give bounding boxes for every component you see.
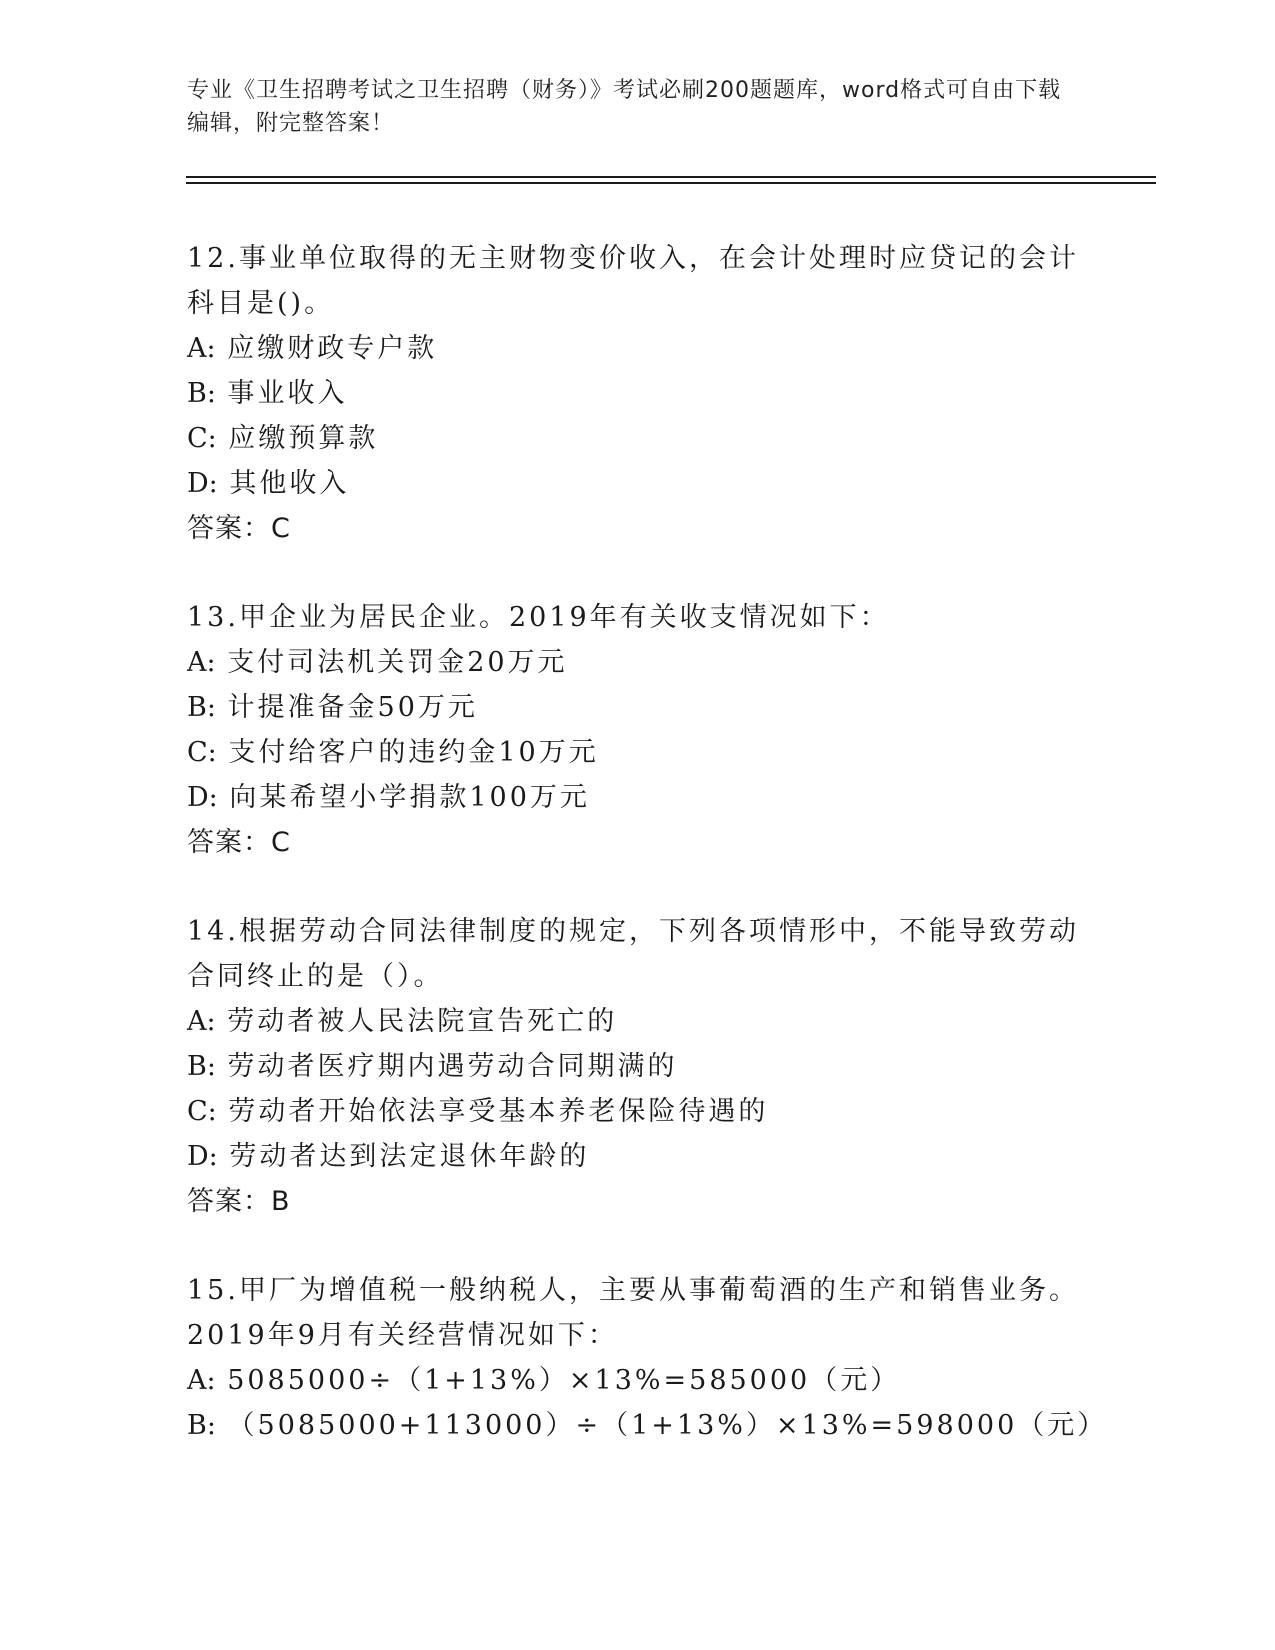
header-divider-top [186, 176, 1156, 178]
question-stem: 13.甲企业为居民企业。2019年有关收支情况如下： [187, 602, 890, 633]
option-d [187, 1134, 1087, 1179]
option-a [187, 999, 1087, 1044]
option-c [187, 416, 1087, 461]
option-letter: B: [187, 1051, 216, 1082]
option-a [187, 640, 1087, 685]
option-text: 劳动者达到法定退休年龄的 [229, 1141, 590, 1172]
document-intro: 专业《卫生招聘考试之卫生招聘（财务）》考试必刷200题题库，word格式可自由下载编辑，附完整答案！ [187, 78, 1062, 136]
question-stem: 14.根据劳动合同法律制度的规定，下列各项情形中，不能导致劳动合同终止的是（）。 [187, 916, 1079, 992]
option-c [187, 730, 1087, 775]
option-text: （5085000+113000）÷（1+13%）×13%=598000（元） [227, 1410, 1108, 1441]
option-letter: A: [187, 333, 216, 364]
option-text: 其他收入 [229, 468, 350, 499]
answer-text: 答案：C [187, 827, 291, 858]
header-divider-bottom [186, 182, 1156, 184]
option-text: 劳动者被人民法院宣告死亡的 [227, 1006, 618, 1037]
option-c [187, 1089, 1087, 1134]
question-12 [187, 236, 1087, 551]
question-13 [187, 595, 1087, 865]
option-text: 劳动者医疗期内遇劳动合同期满的 [227, 1051, 678, 1082]
option-text: 5085000÷（1+13%）×13%=585000（元） [227, 1365, 901, 1396]
option-text: 支付给客户的违约金10万元 [228, 737, 599, 768]
option-text: 劳动者开始依法享受基本养老保险待遇的 [228, 1096, 769, 1127]
option-a [187, 1358, 1087, 1403]
option-text: 应缴预算款 [228, 423, 379, 454]
option-text: 计提准备金50万元 [227, 692, 478, 723]
option-letter: D: [187, 782, 218, 813]
option-letter: C: [187, 1096, 217, 1127]
question-14 [187, 909, 1087, 1224]
option-b [187, 685, 1087, 730]
option-letter: A: [187, 1365, 216, 1396]
option-letter: A: [187, 1006, 216, 1037]
option-letter: B: [187, 378, 216, 409]
option-d [187, 775, 1087, 820]
question-stem: 12.事业单位取得的无主财物变价收入，在会计处理时应贷记的会计科目是()。 [187, 243, 1079, 319]
option-letter: A: [187, 647, 216, 678]
question-stem: 15.甲厂为增值税一般纳税人，主要从事葡萄酒的生产和销售业务。2019年9月有关经营情况如下： [187, 1275, 1079, 1351]
option-b [187, 1403, 1108, 1448]
option-letter: D: [187, 1141, 218, 1172]
question-15 [187, 1268, 1108, 1448]
option-text: 支付司法机关罚金20万元 [227, 647, 568, 678]
option-letter: C: [187, 737, 217, 768]
option-text: 向某希望小学捐款100万元 [229, 782, 590, 813]
answer-text: 答案：C [187, 513, 291, 544]
option-letter: B: [187, 692, 216, 723]
option-d [187, 461, 1087, 506]
question-list [187, 236, 1108, 1492]
option-b [187, 371, 1087, 416]
answer-text: 答案：B [187, 1186, 291, 1217]
option-letter: D: [187, 468, 218, 499]
option-text: 应缴财政专户款 [227, 333, 438, 364]
option-letter: B: [187, 1410, 216, 1441]
option-b [187, 1044, 1087, 1089]
option-a [187, 326, 1087, 371]
option-letter: C: [187, 423, 217, 454]
option-text: 事业收入 [227, 378, 348, 409]
